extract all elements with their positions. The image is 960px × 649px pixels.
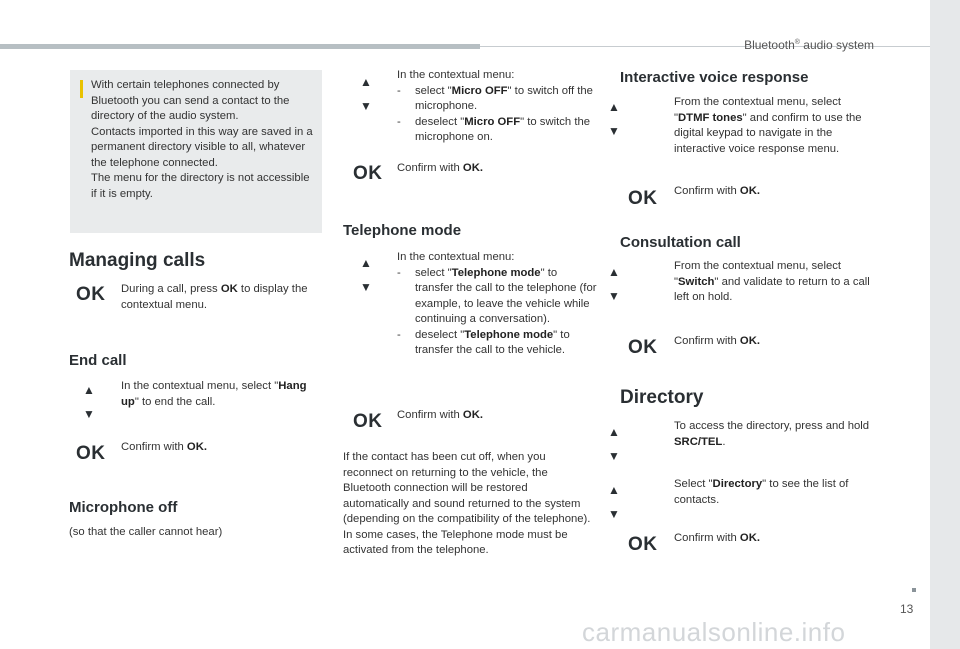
ok-button-icon: OK <box>628 188 658 209</box>
ok-button-icon: OK <box>628 337 658 358</box>
heading-microphone-off: Microphone off <box>69 499 178 516</box>
up-down-arrows-icon: ▲ ▼ <box>608 483 620 521</box>
managing-calls-text: During a call, press OK to display the contextual menu. <box>121 283 308 311</box>
list-item: - select "Micro OFF" to switch off the microphone. <box>397 84 593 112</box>
watermark: carmanualsonline.info <box>582 617 846 647</box>
heading-consultation-call: Consultation call <box>620 234 741 251</box>
ok-button-icon: OK <box>76 284 106 305</box>
directory-select-text: Select "Directory" to see the list of contacts. <box>674 478 849 506</box>
microphone-off-menu: In the contextual menu: - select "Micro OFF" to switch off the microphone. - deselect "Micro OFF" to switch the microphone on. <box>397 68 593 146</box>
info-text: With certain telephones connected by Bluetooth you can send a contact to the directory of the audio system. Contacts imported in this way are saved in a permanent directory visible to all, whatever the telephone connected. The menu for the directory is not accessible if it is empty. <box>91 79 313 200</box>
up-down-arrows-icon: ▲ ▼ <box>608 265 620 303</box>
heading-end-call: End call <box>69 352 127 369</box>
confirm-text: Confirm with OK. <box>121 441 208 453</box>
list-item: - deselect "Telephone mode" to transfer the call to the vehicle. <box>397 328 570 356</box>
heading-directory: Directory <box>620 387 704 408</box>
ok-button-icon: OK <box>353 163 383 184</box>
ok-button-icon: OK <box>76 443 106 464</box>
list-item: - deselect "Micro OFF" to switch the microphone on. <box>397 115 591 143</box>
up-down-arrows-icon: ▲ ▼ <box>360 75 372 113</box>
ok-button-icon: OK <box>353 411 383 432</box>
telephone-mode-menu: In the contextual menu: - select "Telephone mode" to transfer the call to the telephone (for example, to leave the vehicle while continuing a conversation). - deselect "Telephone mode" to transfer the call to the vehicle. <box>397 250 597 359</box>
page-edge-strip <box>930 0 960 649</box>
up-down-arrows-icon: ▲ ▼ <box>360 256 372 294</box>
end-call-text: In the contextual menu, select "Hang up" to end the call. <box>121 380 307 408</box>
heading-telephone-mode: Telephone mode <box>343 222 462 239</box>
ivr-text: From the contextual menu, select "DTMF tones" and confirm to use the digital keypad to navigate in the interactive voice response menu. <box>674 96 862 155</box>
info-box <box>70 70 322 233</box>
confirm-text: Confirm with OK. <box>674 532 761 544</box>
telephone-mode-note: If the contact has been cut off, when you reconnect on returning to the vehicle, the Bluetooth connection will be restored automatically and sound returned to the system (depending on the compatibility of the telephone). In some cases, the Telephone mode must be activated from the telephone. <box>343 451 591 556</box>
consultation-text: From the contextual menu, select "Switch" and validate to return to a call left on hold. <box>674 260 870 303</box>
ok-button-icon: OK <box>628 534 658 555</box>
page-marker <box>912 588 916 592</box>
heading-managing-calls: Managing calls <box>69 250 206 271</box>
confirm-text: Confirm with OK. <box>674 185 761 197</box>
up-down-arrows-icon: ▲ ▼ <box>608 100 620 138</box>
header-bar <box>0 44 480 49</box>
confirm-text: Confirm with OK. <box>397 162 484 174</box>
confirm-text: Confirm with OK. <box>397 409 484 421</box>
up-down-arrows-icon: ▲ ▼ <box>608 425 620 463</box>
info-icon <box>80 80 83 98</box>
up-down-arrows-icon: ▲ ▼ <box>83 383 95 421</box>
page-number: 13 <box>900 602 914 616</box>
directory-access-text: To access the directory, press and hold SRC/TEL. <box>674 420 870 448</box>
confirm-text: Confirm with OK. <box>674 335 761 347</box>
running-header: Bluetooth® audio system <box>744 38 874 52</box>
list-item: - select "Telephone mode" to transfer the call to the telephone (for example, to leave the vehicle while continuing a conversation). <box>397 266 597 325</box>
microphone-off-note: (so that the caller cannot hear) <box>69 526 223 538</box>
heading-interactive-voice-response: Interactive voice response <box>620 69 809 86</box>
